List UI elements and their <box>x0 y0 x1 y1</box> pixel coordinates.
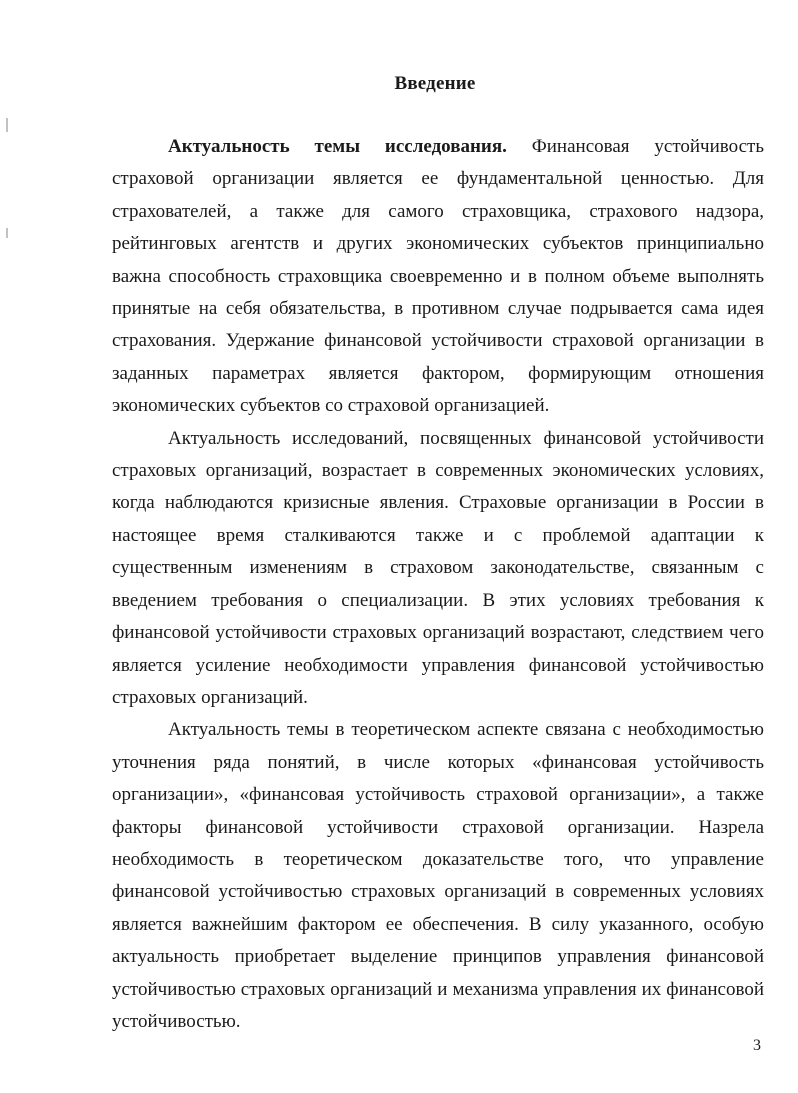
paragraph-research <box>112 423 764 715</box>
paragraph-text: Финансовая устойчивость страховой организации является ее фундаментальной ценностью. Для страхователей, а также для самого страховщика, страхового надзора, рейтинговых агентств и других экономических субъектов принципиально важна способность страховщика своевременно и в полном объеме выполнять принятые на себя обязательства, в противном случае подрывается сама идея страхования. Удержание финансовой устойчивости страховой организации в заданных параметрах является фактором, формирующим отношения экономических субъектов со страховой организацией. <box>112 136 764 417</box>
paragraph-text: Актуальность темы в теоретическом аспекте связана с необходимостью уточнения ряда понятий, в числе которых «финансовая устойчивость организации», «финансовая устойчивость страховой организации», а также факторы финансовой устойчивости страховой организации. Назрела необходимость в теоретическом доказательстве того, что управление финансовой устойчивостью страховых организаций в современных условиях является важнейшим фактором ее обеспечения. В силу указанного, особую актуальность приобретает выделение принципов управления финансовой устойчивостью страховых организаций и механизма управления их финансовой устойчивостью. <box>112 719 764 1032</box>
paragraph-theory <box>112 714 764 1038</box>
body-text <box>112 131 764 1038</box>
paragraph-lead: Актуальность темы исследования. <box>168 136 507 157</box>
paragraph-text: Актуальность исследований, посвященных финансовой устойчивости страховых организаций, возрастает в современных экономических условиях, когда наблюдаются кризисные явления. Страховые организации в России в настоящее время сталкиваются также и с проблемой адаптации к существенным изменениям в страховом законодательстве, связанным с введением требования о специализации. В этих условиях требования к финансовой устойчивости страховых организаций возрастают, следствием чего является усиление необходимости управления финансовой устойчивостью страховых организаций. <box>112 427 764 708</box>
scan-artifact-mark <box>6 118 8 132</box>
paragraph-relevance <box>112 131 764 423</box>
page-number: 3 <box>753 1037 761 1054</box>
section-title: Введение <box>394 73 476 94</box>
scan-artifact-mark <box>6 228 8 238</box>
